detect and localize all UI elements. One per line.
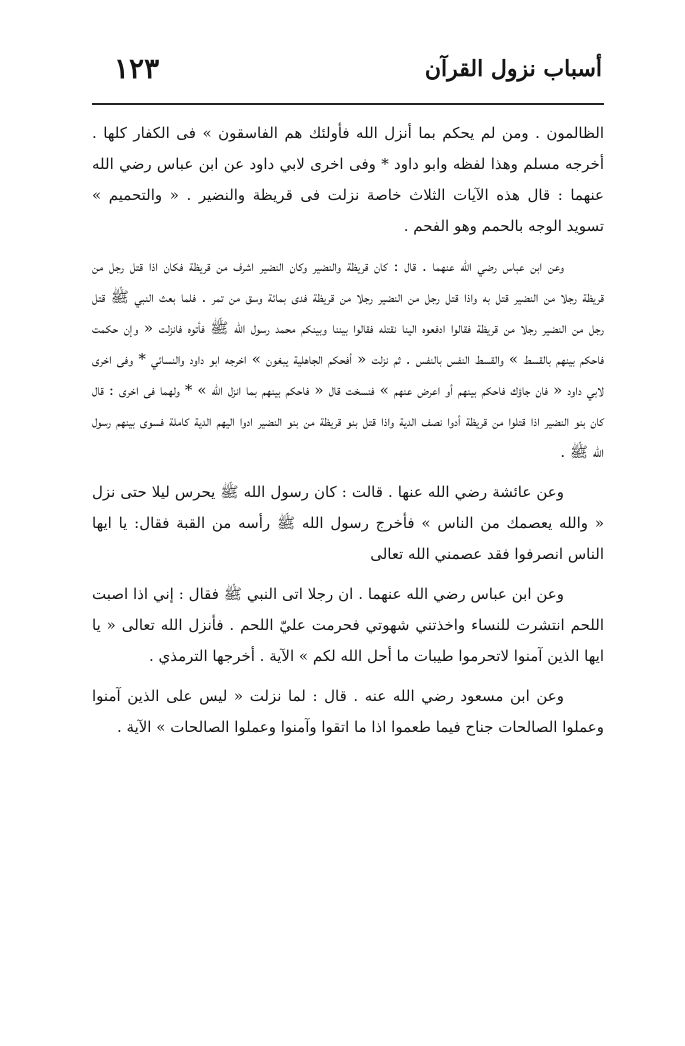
paragraph-1: الظالمون . ومن لم يحكم بما أنزل الله فأولئك هم الفاسقون » فى الكفار كلها . أخرجه مسلم وهذا لفظه وابو داود * وفى اخرى لابي داود عن ابن عباس رضي الله عنهما : قال هذه الآيات الثلاث خاصة نزلت فى قريظة والنضير . « والتحميم » تسويد الوجه بالحمم وهو الفحم . [92, 124, 604, 235]
running-title: أسباب نزول القرآن [424, 56, 602, 82]
page-number: ١٢٣ [114, 52, 160, 85]
paragraph-4: وعن ابن عباس رضي الله عنهما . ان رجلا اتى النبي ﷺ فقال : إني اذا اصبت اللحم انتشرت للنساء واخذتني شهوتي فحرمت عليّ اللحم . فأنزل الله تعالى « يا ايها الذين آمنوا لاتحرموا طيبات ما أحل الله لكم » الآية . أخرجها الترمذي . [92, 585, 604, 665]
paragraph-2: وعن ابن عباس رضي الله عنهما . قال : كان قريظة والنضير وكان النضير اشرف من قريظة فكان اذا قتل رجل من قريظة رجلا من النضير قتل به واذا قتل رجل من النضير رجلا من قريظة فدى بمائة وسق من تمر . فلما بعث النبي ﷺ قتل رجل من النضير رجلا من قريظة فقالوا ادفعوه الينا نقتله فقالوا بيننا وبينكم محمد رسول الله ﷺ فأتوه فانزلت « وإن حكمت فاحكم بينهم بالقسط » والقسط النفس بالنفس . ثم نزلت « أفحكم الجاهلية يبغون » اخرجه ابو داود والنسائي * وفى اخرى لابي داود « فان جاؤك فاحكم بينهم أو اعرض عنهم » فنسخت قال « فاحكم بينهم بما انزل الله » * ولهما فى اخرى : قال كان بنو النضير اذا قتلوا من قريظة أدوا نصف الدية واذا قتل بنو قريظة من بنو النضير ادوا اليهم الدية كاملة فسوى بينهم رسول الله ﷺ . [92, 257, 604, 461]
paragraph-5: وعن ابن مسعود رضي الله عنه . قال : لما نزلت « ليس على الذين آمنوا وعملوا الصالحات جناح فيما طعموا اذا ما اتقوا وآمنوا وعملوا الصالحات » الآية . [92, 687, 604, 736]
paragraph-3: وعن عائشة رضي الله عنها . قالت : كان رسول الله ﷺ يحرس ليلا حتى نزل « والله يعصمك من الناس » فأخرج رسول الله ﷺ رأسه من القبة فقال: يا ايها الناس انصرفوا فقد عصمني الله تعالى [92, 483, 604, 563]
body-text [92, 118, 604, 743]
page-header [92, 52, 602, 92]
header-rule [92, 103, 604, 105]
